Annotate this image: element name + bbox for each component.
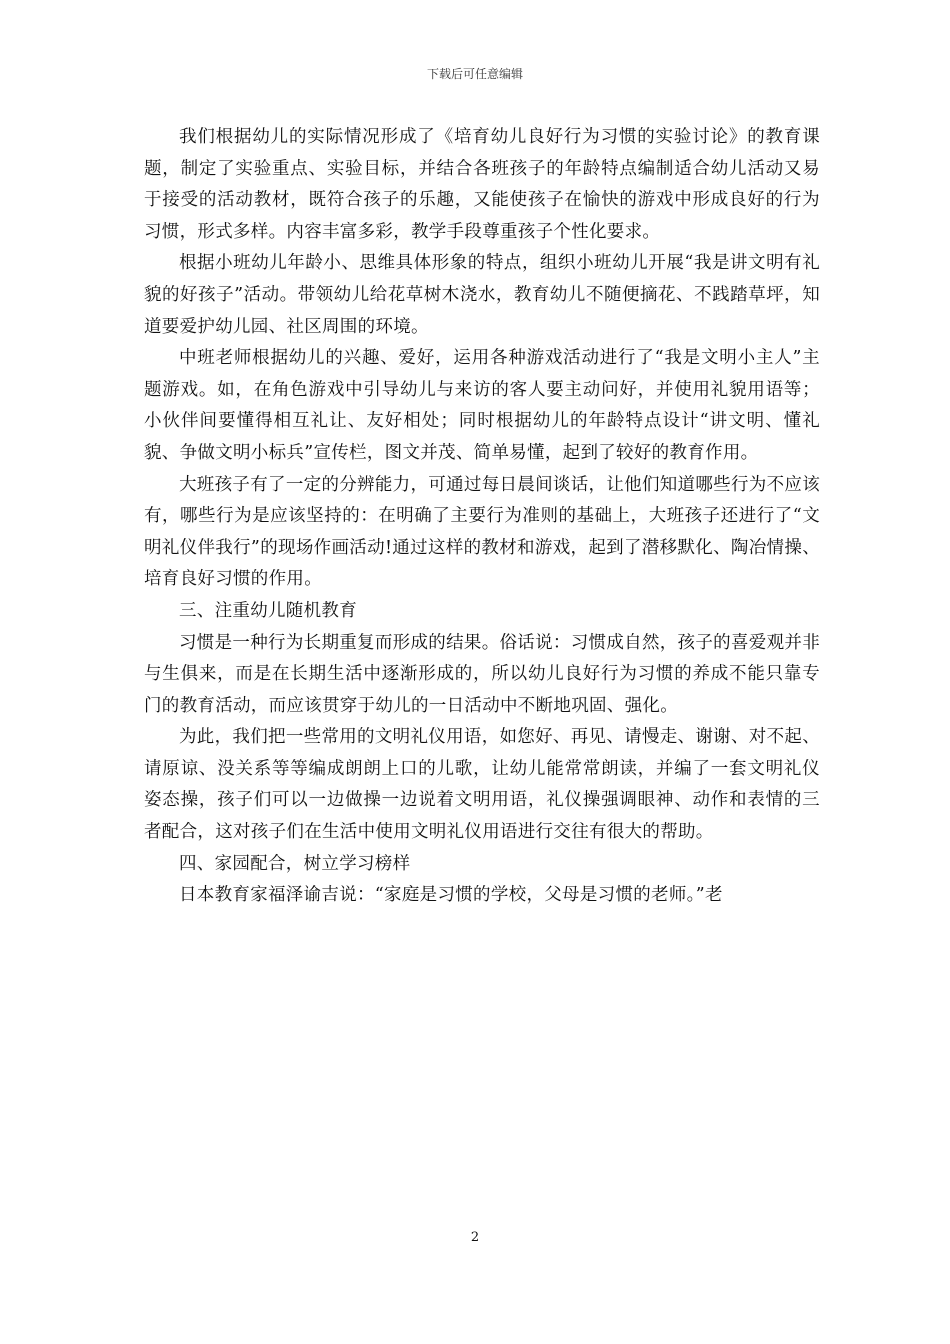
paragraph-small-class: 根据小班幼儿年龄小、思维具体形象的特点，组织小班幼儿开展“我是讲文明有礼貌的好孩子”活动。带领幼儿给花草树木浇水，教育幼儿不随便摘花、不践踏草坪，知道要爱护幼儿园、社区周围的环境。 — [144, 253, 820, 337]
document-body — [144, 122, 820, 912]
paragraph-habit-definition: 习惯是一种行为长期重复而形成的结果。俗话说：习惯成自然，孩子的喜爱观并非与生俱来，而是在长期生活中逐渐形成的，所以幼儿良好行为习惯的养成不能只靠专门的教育活动，而应该贯穿于幼儿的一日活动中不断地巩固、强化。 — [144, 632, 820, 716]
section-heading-random-education: 三、注重幼儿随机教育 — [179, 600, 357, 621]
paragraph-etiquette-rhymes: 为此，我们把一些常用的文明礼仪用语，如您好、再见、请慢走、谢谢、对不起、请原谅、没关系等等编成朗朗上口的儿歌，让幼儿能常常朗读，并编了一套文明礼仪姿态操，孩子们可以一边做操一边说着文明用语，礼仪操强调眼神、动作和表情的三者配合，这对孩子们在生活中使用文明礼仪用语进行交往有很大的帮助。 — [144, 727, 820, 843]
section-heading-home-school: 四、家园配合，树立学习榜样 — [179, 853, 411, 874]
paragraph-experiment-topic: 我们根据幼儿的实际情况形成了《培育幼儿良好行为习惯的实验讨论》的教育课题，制定了实验重点、实验目标，并结合各班孩子的年龄特点编制适合幼儿活动又易于接受的活动教材，既符合孩子的乐趣，又能使孩子在愉快的游戏中形成良好的行为习惯，形式多样。内容丰富多彩，教学手段尊重孩子个性化要求。 — [144, 127, 820, 242]
page-header: 下载后可任意编辑 — [426, 67, 523, 81]
paragraph-fukuzawa-quote: 日本教育家福泽谕吉说：“家庭是习惯的学校，父母是习惯的老师。”老 — [179, 885, 723, 906]
paragraph-large-class: 大班孩子有了一定的分辨能力，可通过每日晨间谈话，让他们知道哪些行为不应该有，哪些行为是应该坚持的：在明确了主要行为准则的基础上，大班孩子还进行了“文明礼仪伴我行”的现场作画活动!通过这样的教材和游戏，起到了潜移默化、陶冶情操、培育良好习惯的作用。 — [144, 474, 820, 590]
page-number: 2 — [470, 1230, 480, 1245]
paragraph-middle-class: 中班老师根据幼儿的兴趣、爱好，运用各种游戏活动进行了“我是文明小主人”主题游戏。如，在角色游戏中引导幼儿与来访的客人要主动问好，并使用礼貌用语等；小伙伴间要懂得相互礼让、友好相处；同时根据幼儿的年龄特点设计“讲文明、懂礼貌、争做文明小标兵”宣传栏，图文并茂、简单易懂，起到了较好的教育作用。 — [144, 348, 820, 463]
